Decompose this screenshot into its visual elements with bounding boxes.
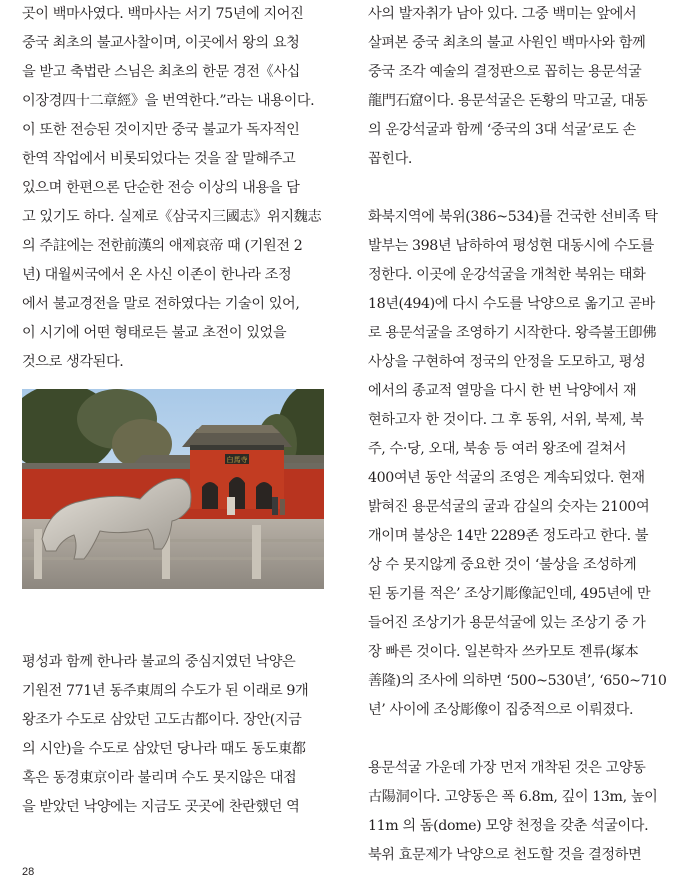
text-line: 18년(494)에 다시 수도를 낙양으로 옮기고 곧바	[368, 296, 655, 312]
text-line: 년) 대월씨국에서 온 사신 이존이 한나라 조정	[22, 267, 292, 283]
text-line: 용문석굴 가운데 가장 먼저 개착된 것은 고양동	[368, 760, 646, 776]
left-column-upper	[22, 0, 340, 377]
text-line: 에서 불교경전을 말로 전하였다는 기술이 있어,	[22, 296, 300, 312]
right-column	[368, 0, 678, 870]
text-line: 북위 효문제가 낙양으로 천도할 것을 결정하면	[368, 847, 642, 863]
text-line: 꼽힌다.	[368, 151, 413, 167]
text-line: 상 수 못지않게 중요한 것이 ‘불상을 조성하게	[368, 557, 637, 573]
text-line: 로 용문석굴을 조영하기 시작한다. 왕즉불王卽佛	[368, 325, 657, 341]
text-line: 혹은 동경東京이라 불리며 수도 못지않은 대접	[22, 770, 297, 786]
text-line: 을 받았던 낙양에는 지금도 곳곳에 찬란했던 역	[22, 799, 300, 815]
text-line: 것으로 생각된다.	[22, 354, 124, 370]
text-line: 중국 조각 예술의 결정판으로 꼽히는 용문석굴	[368, 64, 642, 80]
page-number: 28	[22, 866, 35, 878]
text-line: 사의 발자취가 남아 있다. 그중 백미는 앞에서	[368, 6, 637, 22]
text-line: 년’ 사이에 조상彫像이 집중적으로 이뤄졌다.	[368, 702, 634, 718]
temple-photo	[22, 389, 324, 589]
text-line: 의 시안)을 수도로 삼았던 당나라 때도 동도東都	[22, 741, 306, 757]
text-line: 11m 의 돔(dome) 모양 천정을 갖춘 석굴이다.	[368, 818, 649, 834]
text-line: 이 시기에 어떤 형태로든 불교 초전이 있었을	[22, 325, 287, 341]
text-line: 의 운강석굴과 함께 ‘중국의 3대 석굴’로도 손	[368, 122, 636, 138]
text-line: 밝혀진 용문석굴의 굴과 감실의 숫자는 2100여	[368, 499, 650, 515]
text-line: 정한다. 이곳에 운강석굴을 개척한 북위는 태화	[368, 267, 646, 283]
text-line: 살펴본 중국 최초의 불교 사원인 백마사와 함께	[368, 35, 646, 51]
text-line: 을 받고 축법란 스님은 최초의 한문 경전《사십	[22, 64, 300, 80]
text-line: 이 또한 전승된 것이지만 중국 불교가 독자적인	[22, 122, 300, 138]
text-line: 된 동기를 적은’ 조상기彫像記인데, 495년에 만	[368, 586, 651, 602]
text-line: 개이며 불상은 14만 2289존 정도라고 한다. 불	[368, 528, 649, 544]
text-line: 주, 수·당, 오대, 북송 등 여러 왕조에 걸쳐서	[368, 441, 627, 457]
text-line: 古陽洞이다. 고양동은 폭 6.8m, 깊이 13m, 높이	[368, 789, 658, 805]
text-line: 龍門石窟이다. 용문석굴은 돈황의 막고굴, 대동	[368, 93, 648, 109]
text-line: 善隆)의 조사에 의하면 ‘500~530년’, ‘650~710	[368, 673, 667, 689]
text-line: 화북지역에 북위(386~534)를 건국한 선비족 탁	[368, 209, 658, 225]
text-line: 400여년 동안 석굴의 조영은 계속되었다. 현재	[368, 470, 645, 486]
text-line: 장 빠른 것이다. 일본학자 쓰카모토 젠류(塚本	[368, 644, 639, 660]
text-line: 기원전 771년 동주東周의 수도가 된 이래로 9개	[22, 683, 309, 699]
text-line: 있으며 한편으론 단순한 전승 이상의 내용을 담	[22, 180, 300, 196]
text-line: 고 있기도 하다. 실제로《삼국지三國志》위지魏志	[22, 209, 322, 225]
text-line: 의 주註에는 전한前漢의 애제哀帝 때 (기원전 2	[22, 238, 303, 254]
text-line: 들어진 조상기가 용문석굴에 있는 조상기 중 가	[368, 615, 646, 631]
text-line: 한역 작업에서 비롯되었다는 것을 잘 말해주고	[22, 151, 296, 167]
left-column-lower	[22, 648, 340, 822]
text-line: 이장경四十二章經》을 번역한다.”라는 내용이다.	[22, 93, 315, 109]
text-line: 곳이 백마사였다. 백마사는 서기 75년에 지어진	[22, 6, 304, 22]
gate-plaque-text: 白馬寺	[226, 456, 248, 464]
text-line: 에서의 종교적 열망을 다시 한 번 낙양에서 재	[368, 383, 637, 399]
text-line: 왕조가 수도로 삼았던 고도古都이다. 장안(지금	[22, 712, 302, 728]
text-line: 평성과 함께 한나라 불교의 중심지였던 낙양은	[22, 654, 296, 670]
text-line: 중국 최초의 불교사찰이며, 이곳에서 왕의 요청	[22, 35, 300, 51]
text-line: 발부는 398년 남하하여 평성현 대동시에 수도를	[368, 238, 654, 254]
text-line: 사상을 구현하여 정국의 안정을 도모하고, 평성	[368, 354, 646, 370]
text-line: 현하고자 한 것이다. 그 후 동위, 서위, 북제, 북	[368, 412, 644, 428]
